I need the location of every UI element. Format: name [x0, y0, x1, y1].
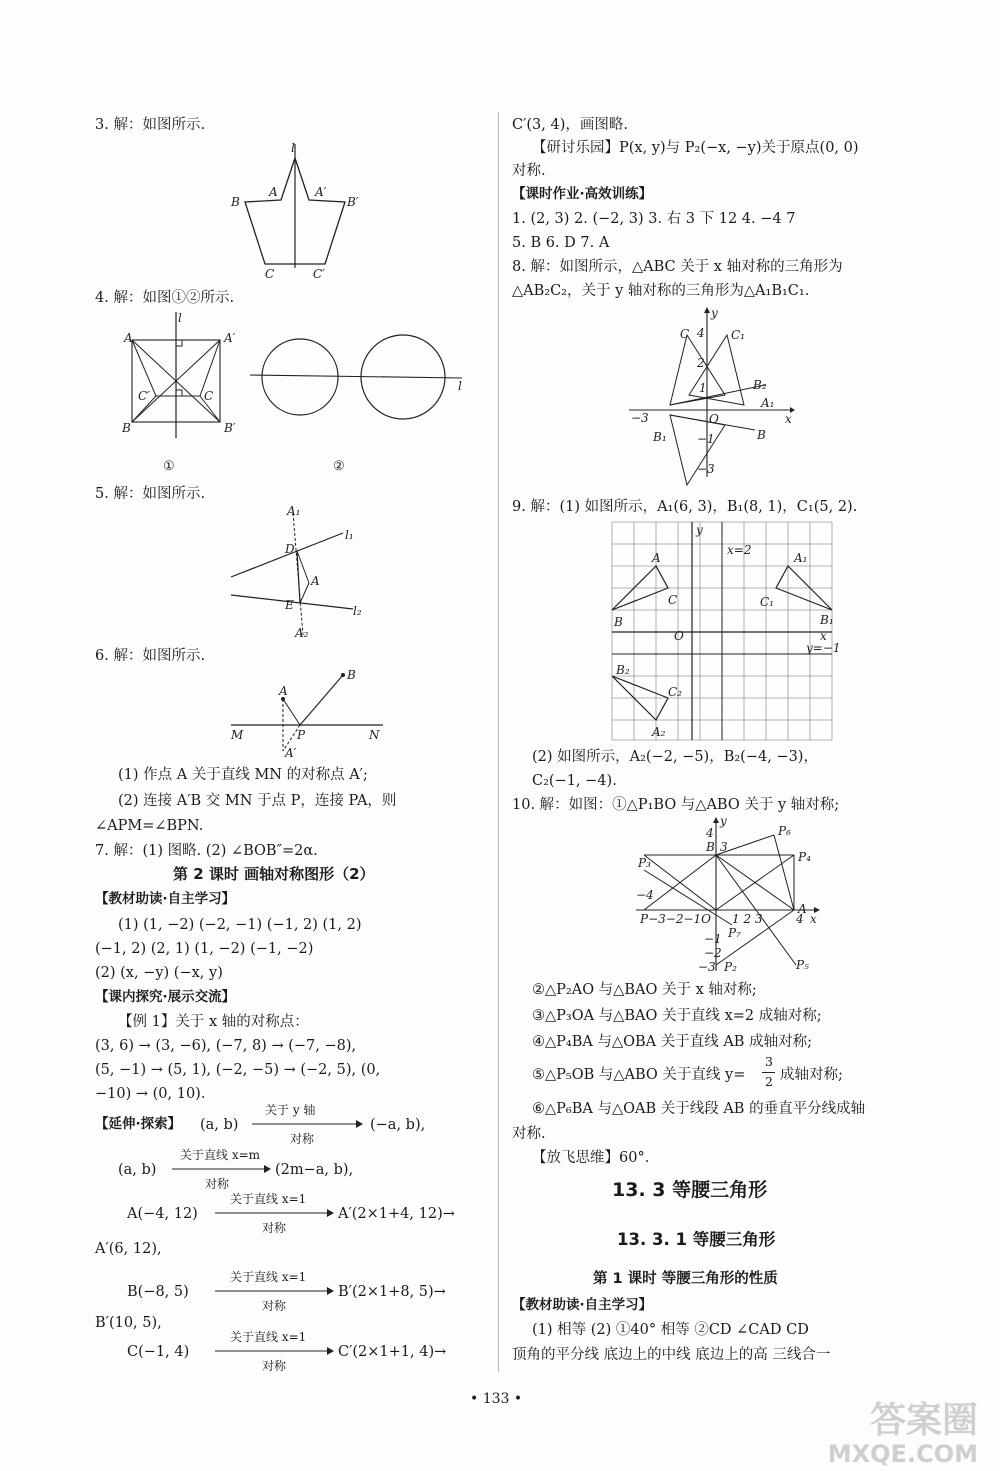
- svg-text:A₁: A₁: [794, 551, 808, 565]
- svg-text:B: B: [614, 615, 623, 629]
- q6-step2: (2) 连接 A′B 交 MN 于点 P，连接 PA，则: [118, 793, 397, 809]
- svg-text:O: O: [709, 412, 719, 426]
- q6-step1: (1) 作点 A 关于直线 MN 的对称点 A′;: [118, 767, 368, 783]
- svg-text:−3: −3: [697, 462, 715, 476]
- q6-text: 6. 解：如图所示.: [95, 648, 206, 664]
- svg-text:B: B: [757, 428, 766, 442]
- ext-row2-arrow-top: 关于直线 x=m: [180, 1148, 261, 1162]
- svg-text:A₂: A₂: [295, 626, 309, 640]
- q10-frac-denominator: 2: [765, 1074, 773, 1089]
- svg-text:C′: C′: [313, 267, 325, 281]
- q9-line1: 9. 解：(1) 如图所示，A₁(6, 3)，B₁(8, 1)，C₁(5, 2).: [512, 499, 858, 515]
- answers-line2: 5. B 6. D 7. A: [512, 235, 610, 251]
- svg-text:P₆: P₆: [778, 824, 791, 838]
- lesson-title: 第 2 课时 画轴对称图形（2）: [173, 865, 375, 883]
- ext-row1-arrow-top: 关于 y 轴: [265, 1103, 316, 1117]
- q10-line1: 10. 解：如图：①△P₁BO 与△ABO 关于 y 轴对称;: [512, 797, 840, 813]
- ext-row2-to: (2m−a, b),: [275, 1162, 354, 1178]
- svg-text:B₂: B₂: [753, 378, 767, 392]
- svg-text:B: B: [706, 840, 715, 854]
- answers-line1: 1. (2, 3) 2. (−2, 3) 3. 右 3 下 12 4. −4 7: [512, 211, 796, 227]
- extension-label: 【延伸·探索】: [95, 1116, 182, 1132]
- svg-text:y: y: [720, 814, 727, 828]
- ext-row5-from: B(−8, 5): [127, 1284, 189, 1300]
- q3-figure: [225, 140, 365, 280]
- svg-text:B: B: [347, 668, 356, 682]
- q10-line7: 对称.: [512, 1126, 546, 1142]
- svg-text:A′: A′: [285, 746, 297, 760]
- svg-text:x: x: [820, 629, 827, 643]
- ext-row7-arrow: [215, 1345, 335, 1357]
- q5-figure: [225, 505, 370, 640]
- section-header-2: 【课内探究·展示交流】: [95, 989, 236, 1005]
- svg-text:l: l: [178, 311, 182, 325]
- q8-line2: △AB₂C₂，关于 y 轴对称的三角形为△A₁B₁C₁.: [512, 283, 810, 299]
- watermark-url: MXQE.COM: [827, 1439, 978, 1468]
- ext-row3-arrow: [215, 1207, 335, 1219]
- svg-text:y: y: [696, 523, 703, 537]
- svg-text:1 2 3: 1 2 3: [732, 912, 763, 926]
- q10-line2: ②△P₂AO 与△BAO 关于 x 轴对称;: [532, 982, 757, 998]
- q10-frac-numerator: 3: [765, 1054, 773, 1069]
- ext-row4: A′(6, 12),: [95, 1241, 162, 1257]
- fig4-caption-2: ②: [333, 459, 345, 474]
- q10-frac-bar: [762, 1072, 775, 1073]
- heading-13-3: 13. 3 等腰三角形: [612, 1179, 768, 1201]
- ext-row1-to: (−a, b),: [370, 1117, 426, 1133]
- example1-line1: (3, 6) → (3, −6), (−7, 8) → (−7, −8),: [95, 1038, 357, 1054]
- svg-text:y=−1: y=−1: [806, 641, 841, 655]
- svg-text:A₁: A₁: [761, 396, 775, 410]
- sec1-line3: (2) (x, −y) (−x, y): [95, 965, 223, 981]
- fig4-caption-1: ①: [163, 459, 175, 474]
- svg-text:−3: −3: [698, 960, 716, 974]
- q10-line3: ③△P₃OA 与△BAO 关于直线 x=2 成轴对称;: [532, 1008, 822, 1024]
- section-header-1: 【教材助读·自主学习】: [95, 891, 236, 907]
- svg-text:C: C: [265, 267, 275, 281]
- svg-text:C₁: C₁: [760, 595, 774, 609]
- svg-text:C₁: C₁: [731, 328, 745, 342]
- svg-text:P₇: P₇: [728, 926, 741, 940]
- q10-line4: ④△P₄BA 与△OBA 关于直线 AB 成轴对称;: [532, 1034, 812, 1050]
- svg-text:B₂: B₂: [616, 663, 630, 677]
- q6-step3: ∠APM=∠BPN.: [95, 818, 204, 834]
- svg-text:y: y: [711, 306, 718, 320]
- svg-text:B′: B′: [347, 195, 359, 209]
- q9-line2: (2) 如图所示，A₂(−2, −5)，B₂(−4, −3)，: [532, 749, 818, 765]
- q8-coordinate-figure: [625, 305, 795, 485]
- svg-text:C: C: [668, 593, 678, 607]
- q5-text: 5. 解：如图所示.: [95, 486, 206, 502]
- svg-text:A′: A′: [315, 185, 327, 199]
- watermark: [828, 1401, 978, 1467]
- ext-row5-arrow: [215, 1285, 335, 1297]
- svg-text:P₄: P₄: [798, 850, 811, 864]
- svg-text:l: l: [458, 379, 462, 393]
- ext-row1-arrow-bottom: 对称: [290, 1132, 315, 1146]
- svg-text:B₁: B₁: [820, 613, 834, 627]
- ext-row6: B′(10, 5),: [95, 1315, 162, 1331]
- q3-text: 3. 解：如图所示.: [95, 117, 206, 133]
- svg-text:A: A: [652, 551, 661, 565]
- q10-coordinate-figure: [632, 815, 822, 975]
- q6-figure: [225, 665, 390, 760]
- svg-text:A′: A′: [224, 331, 236, 345]
- q10-line6: ⑥△P₆BA 与△OAB 关于线段 AB 的垂直平分线成轴: [532, 1101, 866, 1117]
- svg-text:−1: −1: [697, 432, 715, 446]
- ext-row7-arrow-bottom: 对称: [262, 1359, 287, 1373]
- q4-figure-2: [240, 335, 475, 425]
- watermark-text: 答案圈: [869, 1400, 978, 1442]
- svg-text:l₂: l₂: [353, 604, 362, 618]
- ext-row3-arrow-bottom: 对称: [262, 1221, 287, 1235]
- page-number: • 133 •: [470, 1391, 523, 1407]
- svg-text:A: A: [269, 185, 278, 199]
- svg-text:x: x: [810, 912, 817, 926]
- q4-figure-1: [120, 310, 245, 440]
- svg-text:1: 1: [699, 381, 707, 395]
- svg-text:l: l: [291, 141, 295, 155]
- svg-text:2: 2: [697, 356, 705, 370]
- ext-row5-arrow-top: 关于直线 x=1: [230, 1270, 307, 1284]
- svg-text:P₅: P₅: [796, 958, 809, 972]
- svg-text:3: 3: [720, 840, 728, 854]
- svg-text:B₁: B₁: [653, 430, 667, 444]
- ext-row1-arrow: [252, 1118, 364, 1130]
- r-line1: C′(3, 4)，画图略.: [512, 117, 628, 133]
- ext-row7-to: C′(2×1+1, 4)→: [338, 1344, 447, 1360]
- svg-text:E: E: [285, 598, 294, 612]
- svg-text:x: x: [785, 412, 792, 426]
- svg-text:B: B: [231, 195, 240, 209]
- sec1-line1: (1) (1, −2) (−2, −1) (−1, 2) (1, 2): [118, 917, 362, 933]
- example1-line3: −10) → (0, 10).: [95, 1086, 206, 1102]
- svg-text:P₃: P₃: [638, 856, 651, 870]
- q9-line3: C₂(−1, −4).: [532, 773, 617, 789]
- r-line3: 对称.: [512, 163, 546, 179]
- svg-text:−1: −1: [704, 932, 722, 946]
- svg-text:A: A: [124, 331, 133, 345]
- last-line2: 顶角的平分线 底边上的中线 底边上的高 三线合一: [512, 1347, 831, 1363]
- svg-text:4: 4: [706, 826, 714, 840]
- svg-text:O: O: [674, 629, 684, 643]
- svg-text:P: P: [297, 728, 306, 742]
- last-line1: (1) 相等 (2) ①40° 相等 ②CD ∠CAD CD: [532, 1322, 809, 1338]
- ext-row3-to: A′(2×1+4, 12)→: [338, 1206, 455, 1222]
- svg-text:4: 4: [796, 912, 804, 926]
- svg-text:−2: −2: [704, 946, 722, 960]
- r-line2: 【研讨乐园】P(x, y)与 P₂(−x, −y)关于原点(0, 0): [532, 140, 859, 156]
- q8-line1: 8. 解：如图所示，△ABC 关于 x 轴对称的三角形为: [512, 259, 843, 275]
- ext-row5-arrow-bottom: 对称: [262, 1299, 287, 1313]
- svg-text:−4: −4: [636, 888, 654, 902]
- fly-thinking: 【放飞思维】60°.: [532, 1150, 650, 1166]
- svg-text:M: M: [231, 728, 244, 742]
- q4-text: 4. 解：如图①②所示.: [95, 290, 235, 306]
- svg-text:C: C: [680, 327, 690, 341]
- section-header-4: 【教材助读·自主学习】: [512, 1297, 653, 1313]
- ext-row2-from: (a, b): [118, 1162, 157, 1178]
- ext-row1-from: (a, b): [200, 1117, 239, 1133]
- svg-text:C: C: [204, 389, 214, 403]
- svg-text:4: 4: [697, 326, 705, 340]
- heading-13-3-1: 13. 3. 1 等腰三角形: [617, 1230, 776, 1249]
- svg-text:N: N: [369, 728, 380, 742]
- ext-row7-from: C(−1, 4): [127, 1344, 190, 1360]
- q9-grid-figure: [612, 522, 841, 742]
- column-divider: [498, 112, 499, 1372]
- section-header-3: 【课时作业·高效训练】: [512, 186, 653, 202]
- example1-line2: (5, −1) → (5, 1), (−2, −5) → (−2, 5), (0,: [95, 1062, 381, 1078]
- q7-text: 7. 解：(1) 图略. (2) ∠BOB″=2α.: [95, 843, 318, 859]
- q10-line5-b: 成轴对称;: [780, 1067, 843, 1083]
- svg-text:A₁: A₁: [287, 504, 301, 518]
- svg-text:D: D: [285, 542, 295, 556]
- svg-text:A: A: [311, 574, 320, 588]
- svg-text:x=2: x=2: [727, 543, 752, 557]
- example1-heading: 【例 1】关于 x 轴的对称点：: [118, 1014, 309, 1030]
- svg-text:A: A: [279, 684, 288, 698]
- svg-text:C₂: C₂: [668, 685, 682, 699]
- svg-text:B: B: [122, 421, 131, 435]
- ext-row5-to: B′(2×1+8, 5)→: [338, 1284, 446, 1300]
- svg-text:−3: −3: [631, 411, 649, 425]
- ext-row3-arrow-top: 关于直线 x=1: [230, 1192, 307, 1206]
- svg-text:l₁: l₁: [345, 528, 354, 542]
- ext-row2-arrow-bottom: 对称: [205, 1177, 230, 1191]
- ext-row3-from: A(−4, 12): [127, 1206, 198, 1222]
- q10-line5-a: ⑤△P₅OB 与△ABO 关于直线 y=: [532, 1067, 746, 1083]
- ext-row2-arrow: [172, 1163, 272, 1175]
- svg-text:P₂: P₂: [724, 960, 737, 974]
- lesson-1-title: 第 1 课时 等腰三角形的性质: [593, 1271, 778, 1287]
- svg-text:B′: B′: [224, 421, 236, 435]
- svg-text:P−3−2−1O: P−3−2−1O: [640, 912, 711, 926]
- svg-text:C′: C′: [138, 389, 150, 403]
- svg-text:A₂: A₂: [652, 725, 666, 739]
- ext-row7-arrow-top: 关于直线 x=1: [230, 1330, 307, 1344]
- sec1-line2: (−1, 2) (2, 1) (1, −2) (−1, −2): [95, 941, 314, 957]
- svg-text:A: A: [798, 902, 807, 916]
